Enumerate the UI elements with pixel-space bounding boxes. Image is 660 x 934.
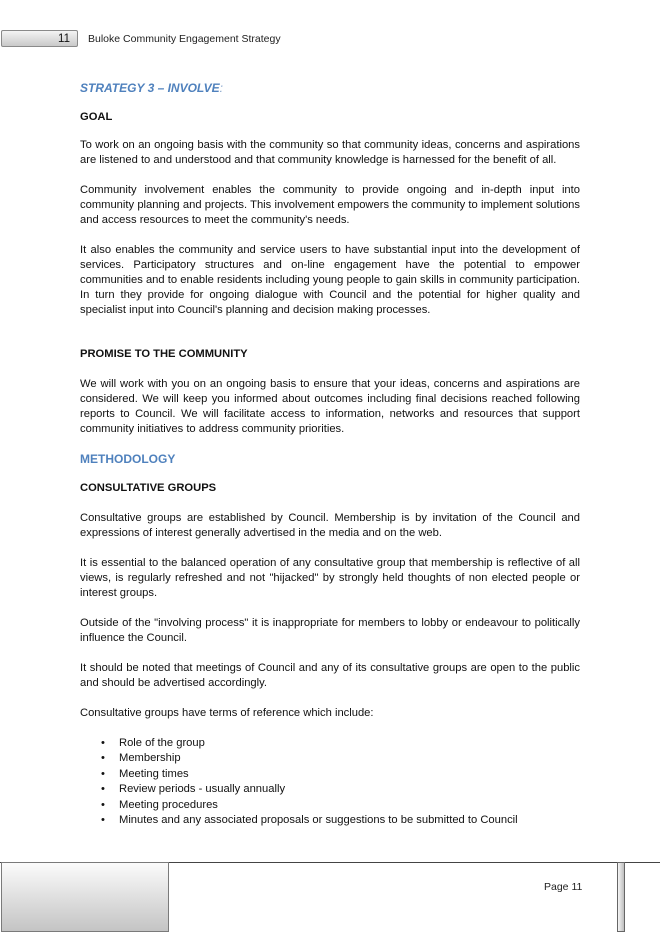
methodology-paragraph-3: Outside of the "involving process" it is inappropriate for members to lobby or endeavour to politically influence the Council.	[80, 617, 580, 644]
list-item	[101, 767, 580, 782]
list-item	[101, 798, 580, 813]
list-item	[101, 751, 580, 766]
goal-paragraph-1: To work on an ongoing basis with the community so that community ideas, concerns and aspirations are listened to and understood and that community knowledge is harnessed for the benefit of all.	[80, 139, 580, 166]
methodology-paragraph-2: It is essential to the balanced operation of any consultative group that membership is reflective of all views, is regularly refreshed and not "hijacked" by strongly held thoughts of non elected people or interest groups.	[80, 557, 580, 599]
page-number-tab: 11	[1, 30, 78, 47]
bullet-icon: •	[101, 798, 105, 811]
bullet-icon: •	[101, 767, 105, 780]
list-item-text: Review periods - usually annually	[119, 783, 286, 796]
list-item-text: Minutes and any associated proposals or suggestions to be submitted to Council	[119, 814, 518, 827]
methodology-heading: METHODOLOGY	[80, 452, 176, 466]
goal-paragraph-2: Community involvement enables the community to provide ongoing and in-depth input into community planning and projects. This involvement empowers the community to implement solutions and access resources to meet the community's needs.	[80, 184, 580, 226]
footer-decoration-box	[1, 862, 169, 932]
methodology-paragraph-5: Consultative groups have terms of reference which include:	[80, 707, 374, 719]
footer-decoration-bar	[617, 862, 625, 932]
strategy-heading-colon: :	[219, 81, 223, 95]
list-item-text: Meeting procedures	[119, 798, 218, 811]
bullet-icon: •	[101, 737, 105, 749]
promise-paragraph: We will work with you on an ongoing basis to ensure that your ideas, concerns and aspirations are considered. We will keep you informed about outcomes including final decisions reached following reports to Council. We will facilitate access to information, networks and resources that support community initiatives to address community priorities.	[80, 378, 580, 435]
promise-heading: PROMISE TO THE COMMUNITY	[80, 348, 248, 360]
consultative-groups-heading: CONSULTATIVE GROUPS	[80, 482, 217, 494]
bullet-icon: •	[101, 783, 105, 796]
goal-paragraph-3: It also enables the community and service users to have substantial input into the development of services. Participatory structures and on-line engagement have the potential to empower communities and to enable residents including young people to gain skills in community participation. In turn they provide for ongoing dialogue with Council and the potential for higher quality and specialist input into Council's planning and decision making processes.	[80, 244, 580, 316]
strategy-heading	[80, 78, 580, 98]
list-item	[101, 736, 580, 751]
methodology-paragraph-1: Consultative groups are established by Council. Membership is by invitation of the Council and expressions of interest generally advertised in the media and on the web.	[80, 512, 580, 539]
bullet-icon: •	[101, 814, 105, 827]
goal-heading: GOAL	[80, 111, 113, 123]
list-item	[101, 782, 580, 797]
terms-of-reference-list	[80, 736, 580, 828]
list-item-text: Meeting times	[119, 767, 189, 780]
footer-page-number: Page 11	[544, 881, 583, 893]
methodology-paragraph-4: It should be noted that meetings of Council and any of its consultative groups are open to the public and should be advertised accordingly.	[80, 662, 580, 689]
running-header-title: Buloke Community Engagement Strategy	[88, 33, 281, 45]
bullet-icon: •	[101, 752, 105, 765]
list-item-text: Role of the group	[119, 737, 205, 749]
strategy-heading-text: STRATEGY 3 – INVOLVE	[80, 81, 220, 95]
list-item-text: Membership	[119, 752, 181, 765]
list-item	[101, 813, 580, 828]
page-body	[80, 78, 580, 828]
